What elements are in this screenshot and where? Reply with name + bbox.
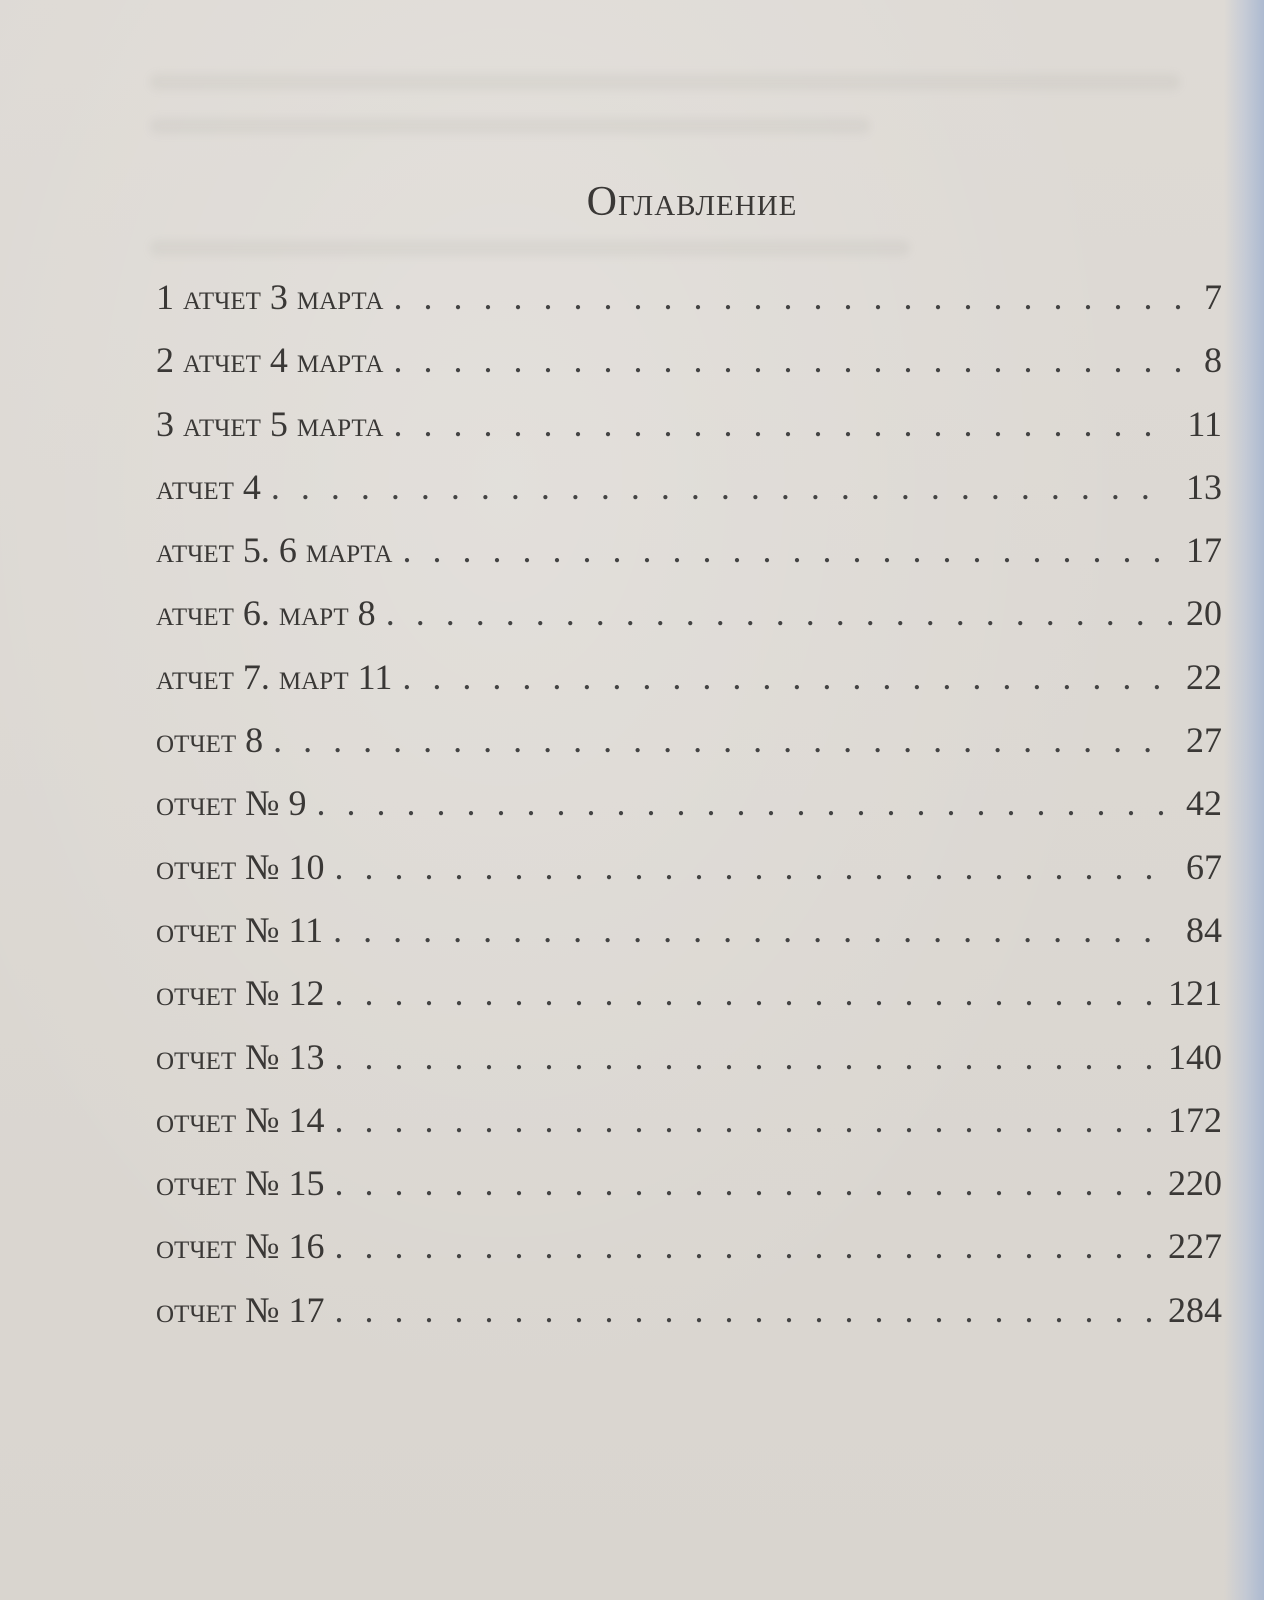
toc-entry: [156, 1225, 1222, 1288]
leader-dots: [334, 846, 1172, 888]
toc-entry-label: отчет № 17: [156, 1289, 325, 1330]
toc-entry: [156, 1099, 1222, 1162]
toc-entry: [156, 656, 1222, 719]
toc-entry: [156, 403, 1222, 466]
leader-dots: [394, 403, 1174, 445]
toc-entry-label: отчет № 15: [156, 1163, 325, 1204]
leader-dots: [386, 592, 1172, 634]
toc-page-number: 67: [1186, 846, 1222, 887]
toc-entry: [156, 909, 1222, 972]
toc-entry: [156, 276, 1222, 339]
toc-entry-label: атчет 6. март 8: [156, 593, 376, 634]
toc-entry: [156, 782, 1222, 845]
toc-entry: [156, 1162, 1222, 1225]
toc-entry: [156, 1036, 1222, 1099]
toc-page-number: 227: [1168, 1226, 1222, 1267]
toc-page-number: 284: [1168, 1289, 1222, 1330]
leader-dots: [394, 339, 1185, 381]
toc-page-number: 22: [1186, 656, 1222, 697]
toc-page-number: 220: [1168, 1163, 1222, 1204]
page-title: Оглавление: [586, 179, 798, 225]
leader-dots: [333, 909, 1172, 951]
toc-entry-label: отчет № 16: [156, 1226, 325, 1267]
toc-page-number: 7: [1204, 277, 1222, 317]
toc-page-number: 140: [1168, 1036, 1222, 1077]
toc-entry-label: отчет № 13: [156, 1036, 325, 1077]
toc-entry-label: отчет № 12: [156, 973, 325, 1014]
toc-entry: [156, 846, 1222, 909]
leader-dots: [334, 972, 1154, 1014]
toc-page-number: 84: [1186, 909, 1222, 950]
toc-entry-label: отчет 8: [156, 720, 264, 761]
toc-entry-label: атчет 5. 6 марта: [156, 530, 393, 571]
toc-entry-label: отчет № 14: [156, 1099, 325, 1140]
leader-dots: [316, 782, 1172, 824]
toc-entry: [156, 592, 1222, 655]
toc-entry: [156, 972, 1222, 1035]
toc-page-number: 8: [1204, 340, 1222, 381]
leader-dots: [334, 1099, 1154, 1141]
toc-page-number: 13: [1186, 466, 1222, 507]
toc-entry-label: 2 атчет 4 марта: [156, 340, 384, 381]
leader-dots: [394, 276, 1185, 318]
toc-page-number: 11: [1187, 403, 1222, 444]
table-of-contents: [156, 276, 1222, 1352]
show-through-line: [150, 74, 1180, 90]
toc-entry-label: отчет № 10: [156, 846, 325, 887]
toc-entry: [156, 1289, 1222, 1352]
toc-entry-label: атчет 7. март 11: [156, 656, 393, 697]
leader-dots: [271, 466, 1172, 508]
toc-page-number: 17: [1186, 530, 1222, 571]
toc-entry-label: 3 атчет 5 марта: [156, 403, 384, 444]
toc-entry: [156, 529, 1222, 592]
toc-entry-label: атчет 4: [156, 466, 261, 507]
leader-dots: [334, 1225, 1154, 1267]
leader-dots: [402, 656, 1172, 698]
toc-entry: [156, 339, 1222, 402]
leader-dots: [334, 1036, 1154, 1078]
page-edge-shadow: [1224, 0, 1264, 1600]
toc-entry-label: 1 атчет 3 марта: [156, 277, 384, 317]
show-through-line: [150, 240, 910, 256]
leader-dots: [334, 1162, 1154, 1204]
toc-entry: [156, 719, 1222, 782]
toc-page-number: 42: [1186, 783, 1222, 824]
toc-page-number: 20: [1186, 593, 1222, 634]
toc-page-number: 121: [1168, 973, 1222, 1014]
show-through-line: [150, 118, 870, 134]
leader-dots: [273, 719, 1172, 761]
toc-page-number: 27: [1186, 720, 1222, 761]
leader-dots: [334, 1289, 1154, 1331]
leader-dots: [403, 529, 1173, 571]
toc-entry-label: отчет № 11: [156, 909, 324, 950]
toc-entry: [156, 466, 1222, 529]
toc-page-number: 172: [1168, 1099, 1222, 1140]
toc-entry-label: отчет № 9: [156, 783, 307, 824]
